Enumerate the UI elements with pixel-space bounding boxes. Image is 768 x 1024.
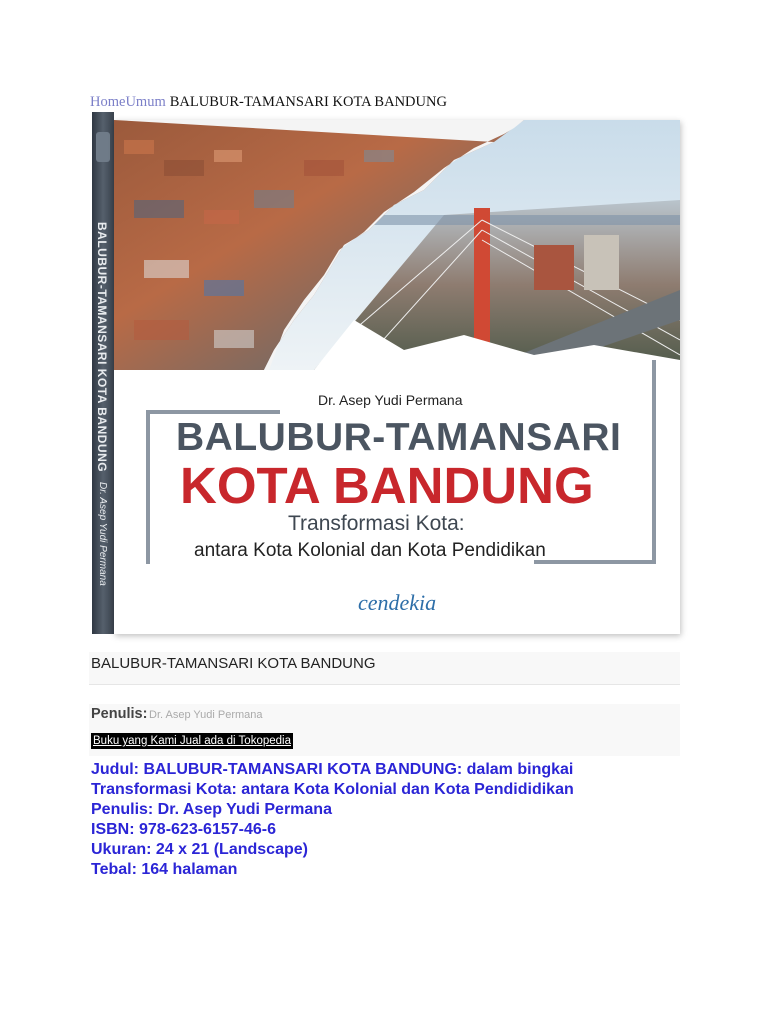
detail-penulis: Penulis: Dr. Asep Yudi Permana [91, 801, 332, 818]
penulis-value: Dr. Asep Yudi Permana [149, 709, 263, 721]
cover-author: Dr. Asep Yudi Permana [318, 392, 463, 408]
cover-title-line1: BALUBUR-TAMANSARI [176, 416, 622, 459]
penulis-label: Penulis: [91, 706, 148, 722]
tokopedia-link[interactable]: Buku yang Kami Jual ada di Tokopedia [93, 735, 291, 747]
cover-subtitle-line1: Transformasi Kota: [288, 512, 465, 535]
book-details [91, 760, 574, 880]
book-front-cover [114, 120, 680, 634]
book-cover-image [92, 112, 682, 636]
breadcrumb-home-link[interactable]: Home [90, 94, 126, 110]
cover-subtitle-line2: antara Kota Kolonial dan Kota Pendidikan [194, 540, 546, 561]
cover-title-line2: KOTA BANDUNG [180, 457, 594, 514]
breadcrumb-current: BALUBUR-TAMANSARI KOTA BANDUNG [169, 94, 447, 110]
detail-judul: Judul: BALUBUR-TAMANSARI KOTA BANDUNG: dalam bingkai [91, 761, 574, 778]
detail-judul-cont: Transformasi Kota: antara Kota Kolonial dan Kota Pendididikan [91, 781, 574, 798]
spine-title: BALUBUR-TAMANSARI KOTA BANDUNG [95, 222, 109, 473]
spine-author: Dr. Asep Yudi Permana [97, 482, 108, 586]
detail-ukuran: Ukuran: 24 x 21 (Landscape) [91, 841, 308, 858]
product-title: BALUBUR-TAMANSARI KOTA BANDUNG [91, 655, 376, 672]
spine-logo-icon [96, 132, 110, 162]
detail-isbn: ISBN: 978-623-6157-46-6 [91, 821, 276, 838]
book-spine-text [92, 112, 114, 634]
publisher-logo: cendekia [358, 590, 437, 615]
detail-tebal: Tebal: 164 halaman [91, 861, 238, 878]
product-title-bar [89, 652, 680, 685]
breadcrumb-category-link[interactable]: Umum [125, 94, 166, 110]
breadcrumb [90, 94, 447, 111]
city-photo [114, 120, 680, 370]
